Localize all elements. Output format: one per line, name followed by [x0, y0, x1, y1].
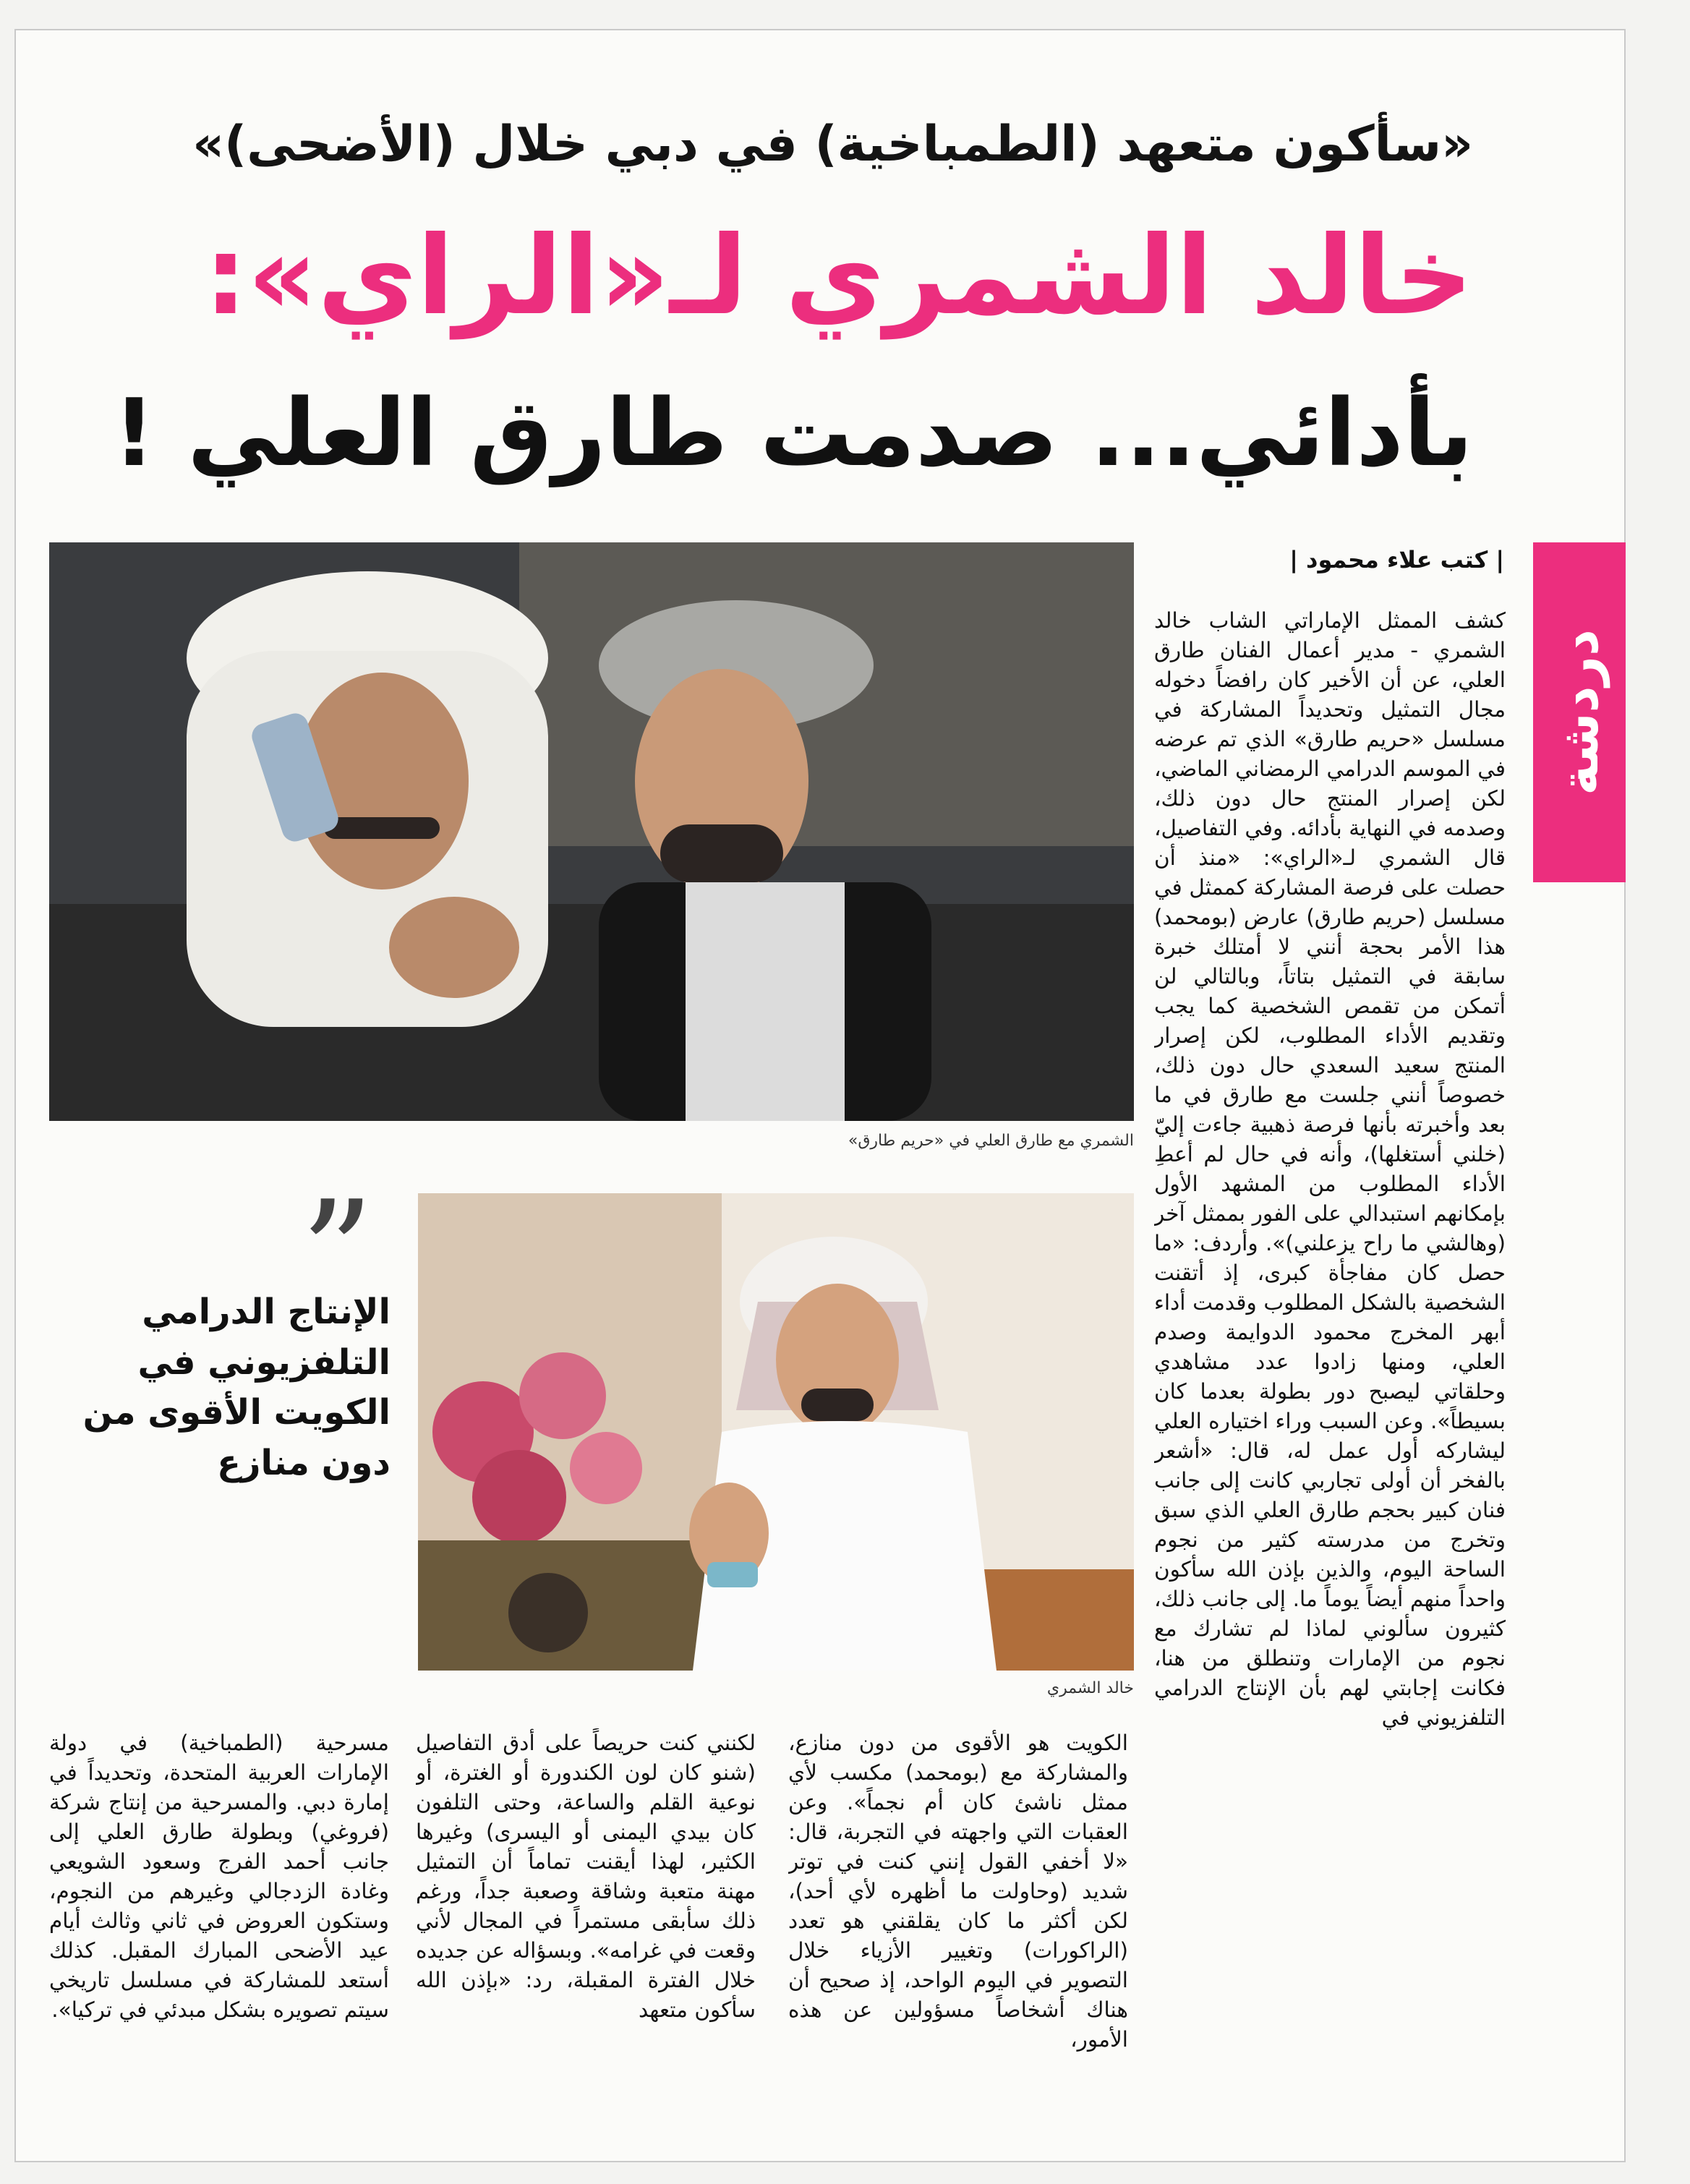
photo1-caption: الشمري مع طارق العلي في «حريم طارق» — [848, 1132, 1134, 1150]
column-4-text: مسرحية (الطمباخية) في دولة الإمارات العربية المتحدة، وتحديداً في إمارة دبي. والمسرحية من إنتاج شركة (فروغي) وبطولة طارق العلي إلى جانب أحمد الفرج وسعود الشويعي وغادة الزدجالي وغيرهم من النجوم، وستكون العروض في ثاني وثالث أيام عيد الأضحى المبارك المقبل. كذلك أستعد للمشاركة في مسلسل تاريخي سيتم تصويره بشكل مبدئي في تركيا». — [49, 1731, 389, 2022]
byline: | كتب علاء محمود | — [1289, 546, 1504, 573]
column-1-text: كشف الممثل الإماراتي الشاب خالد الشمري - مدير أعمال الفنان طارق العلي، عن أن الأخير كان رافضاً دخوله مجال التمثيل وتحديداً المشاركة في مسلسل «حريم طارق» الذي تم عرضه في الموسم الدرامي الرمضاني الماضي، لكن إصرار المنتج حال دون ذلك، وصدمه في النهاية بأدائه. وفي التفاصيل، قال الشمري لـ«الراي»: «منذ أن حصلت على فرصة المشاركة كممثل في مسلسل (حريم طارق) عارض (بومحمد) هذا الأمر بحجة أنني لا أمتلك خبرة سابقة في التمثيل بتاتاً، وبالتالي لن أتمكن من تقمص الشخصية كما يجب وتقديم الأداء المطلوب، لكن إصرار المنتج سعيد السعدي حال دون ذلك، خصوصاً أنني جلست مع طارق في ما بعد وأخبرته بأنها فرصة ذهبية جاءت إليّ (خلني أستغلها)، وأنه في حال لم أعطِ الأداء المطلوب من المشهد الأول بإمكانهم استبدالي على الفور بممثل آخر (وهالشي ما راح يزعلني)». وأردف: «ما حصل كان مفاجأة كبرى، إذ أتقنت الشخصية بالشكل المطلوب وقدمت أداء أبهر المخرج محمود الدوايمة وصدم العلي، ومنها زادوا عدد مشاهدي وحلقاتي ليصبح دور بطولة بعدما كان بسيطاً». وعن السبب وراء اختياره العلي ليشاركه أول عمل له، قال: «أشعر بالفخر أن أولى تجاربي كانت إلى جانب فنان كبير بحجم طارق العلي الذي سبق وتخرج من مدرسته كثير من نجوم الساحة اليوم، والذين بإذن الله سأكون واحداً منهم أيضاً يوماً ما. إلى جانب ذلك، كثيرون سألوني لماذا لم تشارك مع نجوم من الإمارات وتنطلق من هنا، فكانت إجابتي لهم بأن الإنتاج الدرامي التلفزيوني في — [1154, 608, 1506, 1730]
photo-khaled-shamri — [418, 1193, 1134, 1671]
article-column-2 — [788, 1728, 1128, 2162]
column-3-text: لكنني كنت حريصاً على أدق التفاصيل (شنو كان لون الكندورة أو الغترة، أو نوعية القلم والساعة، وحتى التلفون كان بيدي اليمنى أو اليسرى) وغيرها الكثير، لهذا أيقنت تماماً أن التمثيل مهنة متعبة وشاقة وصعبة جداً، ورغم ذلك سأبقى مستمراً في المجال لأني وقعت في غرامه». وبسؤاله عن جديده خلال الفترة المقبلة، رد: «بإذن الله سأكون متعهد — [416, 1731, 756, 2022]
article-column-3 — [416, 1728, 756, 2162]
article-kicker: «سأكون متعهد (الطمباخية) في دبي خلال (الأضحى)» — [192, 116, 1473, 173]
pull-quote: الإنتاج الدرامي التلفزيوني في الكويت الأقوى من دون منازع — [82, 1292, 391, 1483]
photo-illustration — [49, 542, 1134, 1121]
section-tab-label: دردشة — [1549, 629, 1610, 795]
photo-shamri-with-tareq — [49, 542, 1134, 1121]
article-column-4 — [49, 1728, 389, 2162]
section-tab — [1533, 542, 1626, 882]
headline-line-1: خالد الشمري لـ«الراي»: — [204, 213, 1473, 339]
article-column-1 — [1154, 606, 1506, 2168]
column-2-text: الكويت هو الأقوى من دون منازع، والمشاركة مع (بومحمد) مكسب لأي ممثل ناشئ كان أم نجماً». وعن العقبات التي واجهته في التجربة، قال: «لا أخفي القول إنني كنت في توتر شديد (وحاولت ما أظهره لأي أحد)، لكن أكثر ما كان يقلقني هو تعدد (الراكورات) وتغيير الأزياء خلال التصوير في اليوم الواحد، إذ صحيح أن هناك أشخاصاً مسؤولين عن هذه الأمور، — [788, 1731, 1128, 2052]
headline-line-2: بأدائي... صدمت طارق العلي ! — [113, 380, 1473, 487]
photo-portrait — [418, 1193, 1134, 1671]
photo2-caption: خالد الشمري — [1046, 1679, 1134, 1697]
quote-mark-icon: ” — [300, 1170, 375, 1339]
